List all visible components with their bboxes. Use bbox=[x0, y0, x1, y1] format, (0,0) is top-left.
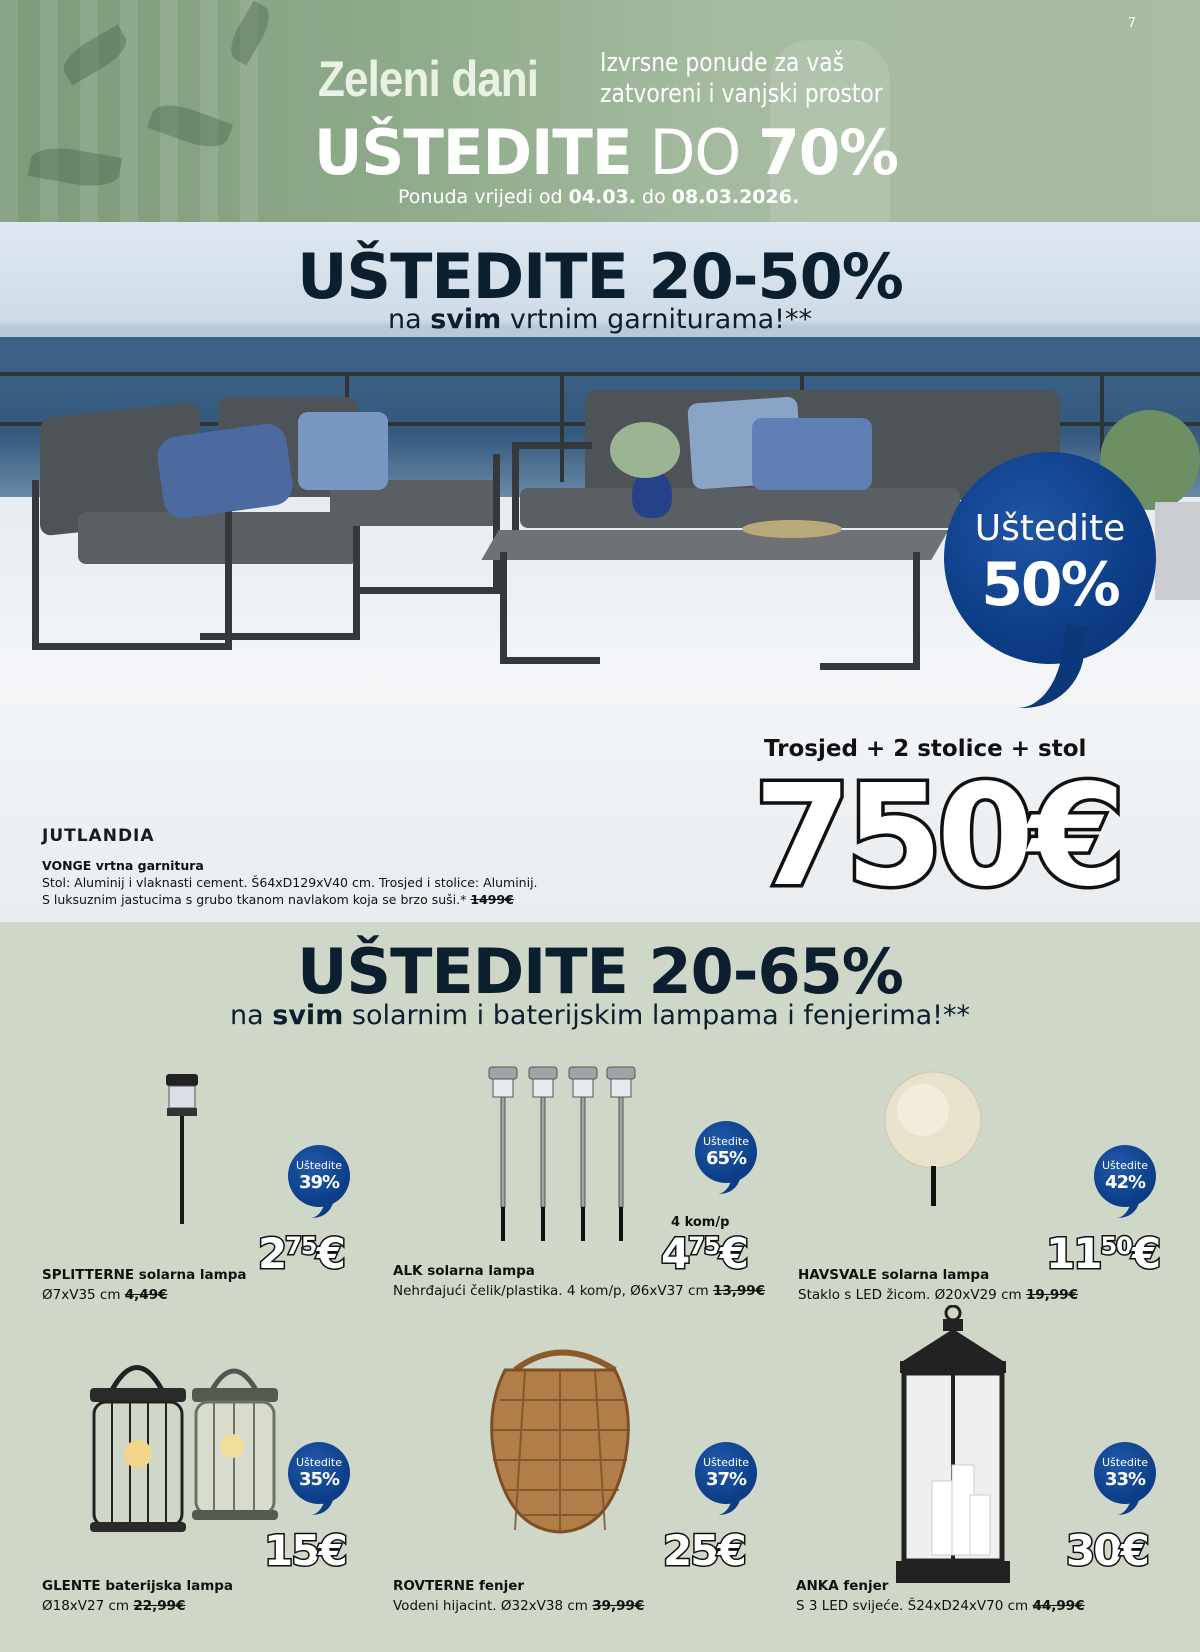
battery-lantern-icon bbox=[82, 1350, 302, 1550]
price bbox=[661, 1229, 747, 1278]
hero-product-info bbox=[42, 857, 662, 908]
coffee-table-leg bbox=[500, 552, 600, 664]
badge-label: Uštedite bbox=[1102, 1456, 1148, 1469]
product-desc-text: Vodeni hijacint. Ø32xV38 cm bbox=[393, 1598, 588, 1614]
badge-value: 33% bbox=[1104, 1469, 1146, 1490]
hero-price: 750€ bbox=[754, 755, 1120, 918]
lamps-sub-pre: na bbox=[230, 1000, 264, 1031]
badge-label: Uštedite bbox=[296, 1159, 342, 1172]
price bbox=[258, 1229, 344, 1278]
campaign-subtitle bbox=[600, 48, 883, 110]
headline-up-to: DO bbox=[649, 116, 741, 189]
old-price: 13,99€ bbox=[712, 1283, 766, 1299]
product-desc bbox=[42, 1287, 167, 1303]
badge-value: 35% bbox=[298, 1469, 340, 1490]
product-name: ANKA fenjer bbox=[796, 1578, 889, 1594]
badge-value: 37% bbox=[705, 1469, 747, 1490]
header-banner bbox=[0, 0, 1200, 222]
price-int: 2 bbox=[258, 1229, 286, 1278]
price bbox=[1066, 1526, 1148, 1575]
product-desc-text: Ø18xV27 cm bbox=[42, 1598, 130, 1614]
campaign-title: Zeleni dani bbox=[318, 51, 539, 107]
lamps-sub-bold: svim bbox=[272, 1000, 344, 1031]
price-int: 4 bbox=[661, 1229, 689, 1278]
hero-subtitle bbox=[0, 304, 1200, 335]
hero-product-desc2-wrap bbox=[42, 891, 662, 908]
product-card[interactable] bbox=[32, 1065, 422, 1355]
stake-lamp-icon bbox=[152, 1070, 212, 1230]
discount-badge-value: 50% bbox=[981, 550, 1119, 620]
hero-product-name: VONGE vrtna garnitura bbox=[42, 858, 204, 873]
product-card[interactable] bbox=[383, 1065, 773, 1355]
product-desc bbox=[798, 1287, 1078, 1303]
price bbox=[264, 1526, 346, 1575]
badge-label: Uštedite bbox=[703, 1456, 749, 1469]
product-name: SPLITTERNE solarna lampa bbox=[42, 1267, 247, 1283]
product-desc-text: S 3 LED svijeće. Š24xD24xV70 cm bbox=[796, 1598, 1029, 1614]
discount-badge bbox=[695, 1121, 757, 1183]
price-currency: € bbox=[717, 1526, 745, 1575]
hero-section bbox=[0, 222, 1200, 922]
product-name: GLENTE baterijska lampa bbox=[42, 1578, 234, 1594]
validity-prefix: Ponuda vrijedi od bbox=[398, 186, 563, 208]
price-int: 11 bbox=[1046, 1229, 1101, 1278]
price-currency: € bbox=[318, 1526, 346, 1575]
discount-badge bbox=[1094, 1442, 1156, 1504]
discount-badge bbox=[288, 1442, 350, 1504]
hero-product-desc1: Stol: Aluminij i vlaknasti cement. Š64xD129xV40 cm. Trosjed i stolice: Aluminij. bbox=[42, 875, 538, 890]
product-name: ROVTERNE fenjer bbox=[393, 1578, 525, 1594]
hero-sub-bold: svim bbox=[430, 304, 502, 335]
brand-logo: JUTLANDIA bbox=[42, 826, 155, 846]
discount-badge bbox=[1094, 1145, 1156, 1207]
tray bbox=[742, 520, 842, 538]
campaign-subtitle-line2: zatvoreni i vanjski prostor bbox=[600, 79, 883, 109]
validity-from: 04.03. bbox=[568, 186, 636, 208]
product-desc-text: Staklo s LED žicom. Ø20xV29 cm bbox=[798, 1287, 1022, 1303]
floor-lantern-icon bbox=[888, 1305, 1018, 1587]
plant-pot bbox=[1155, 502, 1200, 600]
flowers bbox=[610, 422, 680, 478]
unit-note: 4 kom/p bbox=[671, 1215, 730, 1230]
offer-validity bbox=[398, 186, 799, 208]
validity-to: 08.03.2026. bbox=[671, 186, 800, 208]
hero-sub-post: vrtnim garniturama!** bbox=[509, 304, 813, 335]
campaign-subtitle-line1: Izvrsne ponude za vaš bbox=[600, 48, 845, 78]
coffee-table-leg bbox=[820, 552, 920, 670]
badge-value: 39% bbox=[298, 1172, 340, 1193]
headline-save: UŠTEDITE bbox=[314, 116, 632, 189]
price-dec: 75 bbox=[688, 1232, 720, 1260]
price-int: 30 bbox=[1066, 1526, 1121, 1575]
globe-lamp-icon bbox=[878, 1070, 988, 1230]
price-currency: € bbox=[316, 1229, 344, 1278]
discount-badge-label: Uštedite bbox=[974, 508, 1126, 549]
hero-old-price: 1499€ bbox=[470, 892, 514, 907]
price-int: 25 bbox=[663, 1526, 718, 1575]
badge-label: Uštedite bbox=[1102, 1159, 1148, 1172]
hero-sub-pre: na bbox=[387, 304, 422, 335]
lamps-sub-post: solarnim i baterijskim lampama i fenjerima!** bbox=[351, 1000, 970, 1031]
pillow bbox=[298, 412, 388, 490]
page-number: 7 bbox=[1127, 16, 1136, 31]
headline-percent: 70% bbox=[758, 116, 898, 189]
product-desc bbox=[393, 1598, 644, 1614]
badge-value: 65% bbox=[705, 1148, 747, 1169]
discount-badge bbox=[944, 452, 1156, 664]
product-desc-text: Nehrđajući čelik/plastika. 4 kom/p, Ø6xV37 cm bbox=[393, 1283, 709, 1299]
old-price: 44,99€ bbox=[1032, 1598, 1085, 1614]
old-price: 39,99€ bbox=[592, 1598, 645, 1614]
product-card[interactable] bbox=[788, 1305, 1178, 1614]
woven-lantern-icon bbox=[475, 1340, 645, 1540]
set-contents: Trosjed + 2 stolice + stol bbox=[764, 736, 1087, 762]
old-price: 22,99€ bbox=[133, 1598, 186, 1614]
product-desc bbox=[393, 1283, 765, 1299]
price-dec: 75 bbox=[285, 1232, 317, 1260]
product-card[interactable] bbox=[383, 1340, 773, 1630]
product-name: HAVSVALE solarna lampa bbox=[798, 1267, 990, 1283]
product-name: ALK solarna lampa bbox=[393, 1263, 535, 1279]
hero-product-desc2: S luksuznim jastucima s grubo tkanom navlakom koja se brzo suši.* bbox=[42, 892, 467, 907]
discount-badge bbox=[288, 1145, 350, 1207]
railing bbox=[0, 372, 1200, 376]
product-desc-text: Ø7xV35 cm bbox=[42, 1287, 121, 1303]
sofa-frame bbox=[512, 442, 592, 542]
price-dec: 50 bbox=[1100, 1232, 1132, 1260]
campaign-headline bbox=[314, 116, 898, 189]
price bbox=[1046, 1229, 1159, 1278]
lamps-title: UŠTEDITE 20-65% bbox=[297, 935, 903, 1008]
badge-value: 42% bbox=[1104, 1172, 1146, 1193]
pillow bbox=[752, 418, 872, 490]
price-currency: € bbox=[719, 1229, 747, 1278]
discount-badge bbox=[695, 1442, 757, 1504]
hero-title: UŠTEDITE 20-50% bbox=[297, 240, 903, 313]
old-price: 19,99€ bbox=[1025, 1287, 1079, 1303]
product-card[interactable] bbox=[32, 1350, 422, 1640]
product-desc bbox=[796, 1598, 1085, 1614]
product-desc bbox=[42, 1598, 185, 1614]
old-price: 4,49€ bbox=[124, 1287, 168, 1303]
price-int: 15 bbox=[264, 1526, 319, 1575]
lamps-subtitle bbox=[0, 1000, 1200, 1031]
price-currency: € bbox=[1120, 1526, 1148, 1575]
stake-lamp-set-icon bbox=[483, 1065, 643, 1245]
badge-label: Uštedite bbox=[703, 1135, 749, 1148]
validity-mid: do bbox=[642, 186, 666, 208]
price-currency: € bbox=[1131, 1229, 1160, 1278]
price bbox=[663, 1526, 745, 1575]
badge-label: Uštedite bbox=[296, 1456, 342, 1469]
